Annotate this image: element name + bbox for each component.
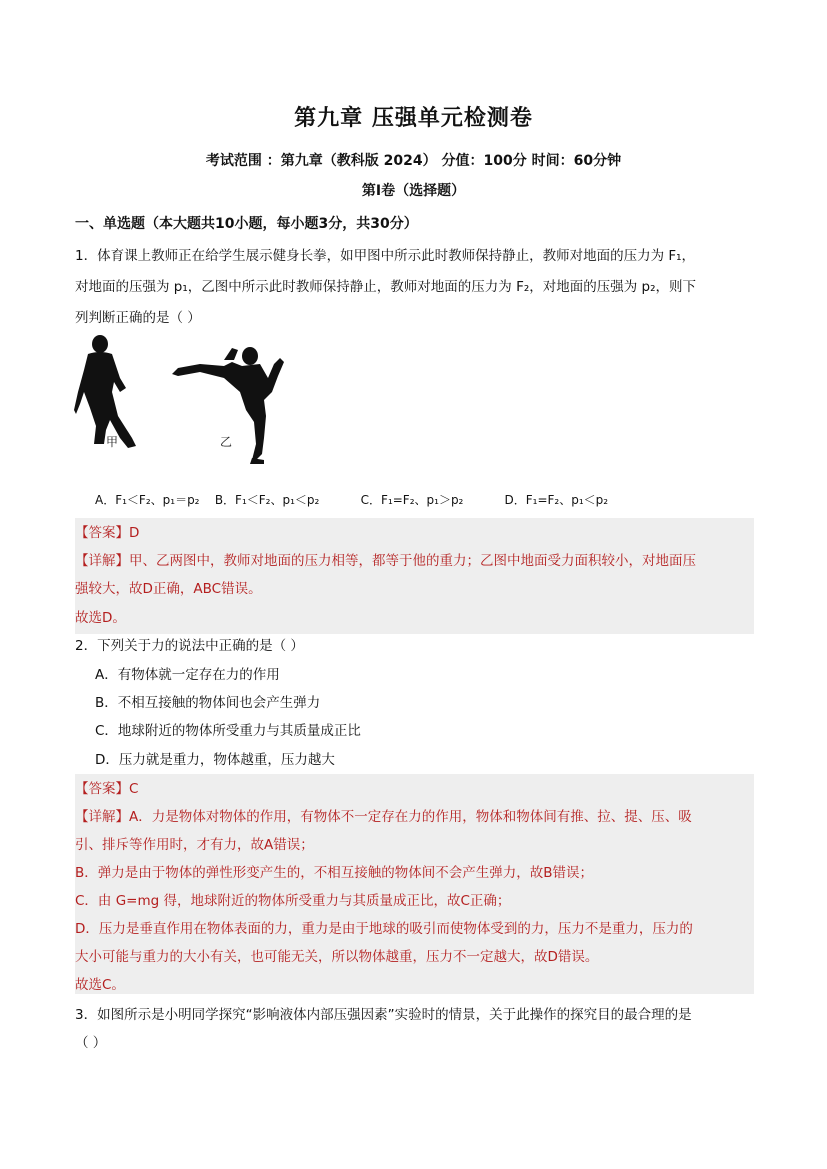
q2-option-b: B．不相互接触的物体间也会产生弹力	[95, 695, 321, 711]
q1-answer-box	[75, 518, 754, 634]
q2-detail-line-3: B．弹力是由于物体的弹性形变产生的，不相互接触的物体间不会产生弹力，故B错误；	[75, 865, 594, 881]
q3-line-2: （ ）	[75, 1035, 107, 1051]
q1-option-d: D．F₁=F₂、p₁＜p₂	[504, 493, 609, 507]
detail-text: A．力是物体对物体的作用，有物体不一定存在力的作用，物体和物体间有推、拉、提、压、吸	[129, 809, 692, 825]
q2-answer-box	[75, 774, 754, 994]
q2-answer	[75, 777, 138, 797]
q1-option-a: A．F₁＜F₂、p₁＝p₂	[95, 493, 200, 507]
q2-stem: 2．下列关于力的说法中正确的是（ ）	[75, 638, 304, 654]
q1-answer	[75, 521, 139, 541]
section-heading: 一、单选题（本大题共10小题，每小题3分，共30分）	[75, 216, 418, 232]
figure-label-yi: 乙	[220, 435, 233, 449]
q2-option-c: C．地球附近的物体所受重力与其质量成正比	[95, 723, 361, 739]
detail-tag: 【详解】	[75, 809, 129, 825]
fighter-a-silhouette	[74, 335, 136, 448]
volume-heading: 第Ⅰ卷（选择题）	[361, 183, 466, 199]
q1-line-3: 列判断正确的是（ ）	[75, 310, 201, 326]
q2-detail-line-2: 引、排斥等作用时，才有力，故A错误；	[75, 837, 314, 853]
q2-detail-line-4: C．由 G=mg 得，地球附近的物体所受重力与其质量成正比，故C正确；	[75, 893, 511, 909]
q1-option-b: B．F₁＜F₂、p₁＜p₂	[214, 493, 320, 507]
answer-tag: 【答案】	[75, 781, 129, 797]
q1-detail-line-2: 强较大，故D正确，ABC错误。	[75, 581, 262, 597]
q3-line-1: 3．如图所示是小明同学探究“影响液体内部压强因素”实验时的情景，关于此操作的探究目的最合理的是	[75, 1007, 692, 1023]
answer-value: D	[129, 525, 140, 541]
q2-detail-line-1	[75, 805, 692, 825]
q1-option-c: C．F₁=F₂、p₁＞p₂	[360, 493, 464, 507]
q1-options	[95, 491, 608, 508]
figure-label-jia: 甲	[106, 435, 119, 449]
detail-text: 甲、乙两图中，教师对地面的压力相等，都等于他的重力；乙图中地面受力面积较小，对地面压	[129, 553, 696, 569]
q2-conclusion: 故选C。	[75, 977, 125, 993]
q2-detail-line-5: D．压力是垂直作用在物体表面的力，重力是由于地球的吸引而使物体受到的力，压力不是重力，压力的	[75, 921, 693, 937]
page-title: 第九章 压强单元检测卷	[294, 105, 533, 131]
q1-line-2: 对地面的压强为 p₁，乙图中所示此时教师保持静止，教师对地面的压力为 F₂，对地面的压强为 p₂，则下	[75, 279, 697, 295]
q2-detail-line-6: 大小可能与重力的大小有关，也可能无关，所以物体越重，压力不一定越大，故D错误。	[75, 949, 599, 965]
q1-figure	[74, 334, 304, 464]
q1-detail-line-1	[75, 549, 696, 569]
answer-tag: 【答案】	[75, 525, 129, 541]
detail-tag: 【详解】	[75, 553, 129, 569]
q2-option-a: A．有物体就一定存在力的作用	[95, 667, 280, 683]
answer-value: C	[129, 781, 139, 797]
exam-info: 考试范围 ：第九章（教科版 2024） 分值：100分 时间：60分钟	[205, 153, 622, 169]
q1-conclusion: 故选D。	[75, 610, 126, 626]
karate-silhouettes-image	[74, 334, 304, 464]
q2-option-d: D．压力就是重力，物体越重，压力越大	[95, 752, 335, 768]
q1-line-1: 1．体育课上教师正在给学生展示健身长拳，如甲图中所示此时教师保持静止，教师对地面的压力为 F₁，	[75, 248, 696, 264]
